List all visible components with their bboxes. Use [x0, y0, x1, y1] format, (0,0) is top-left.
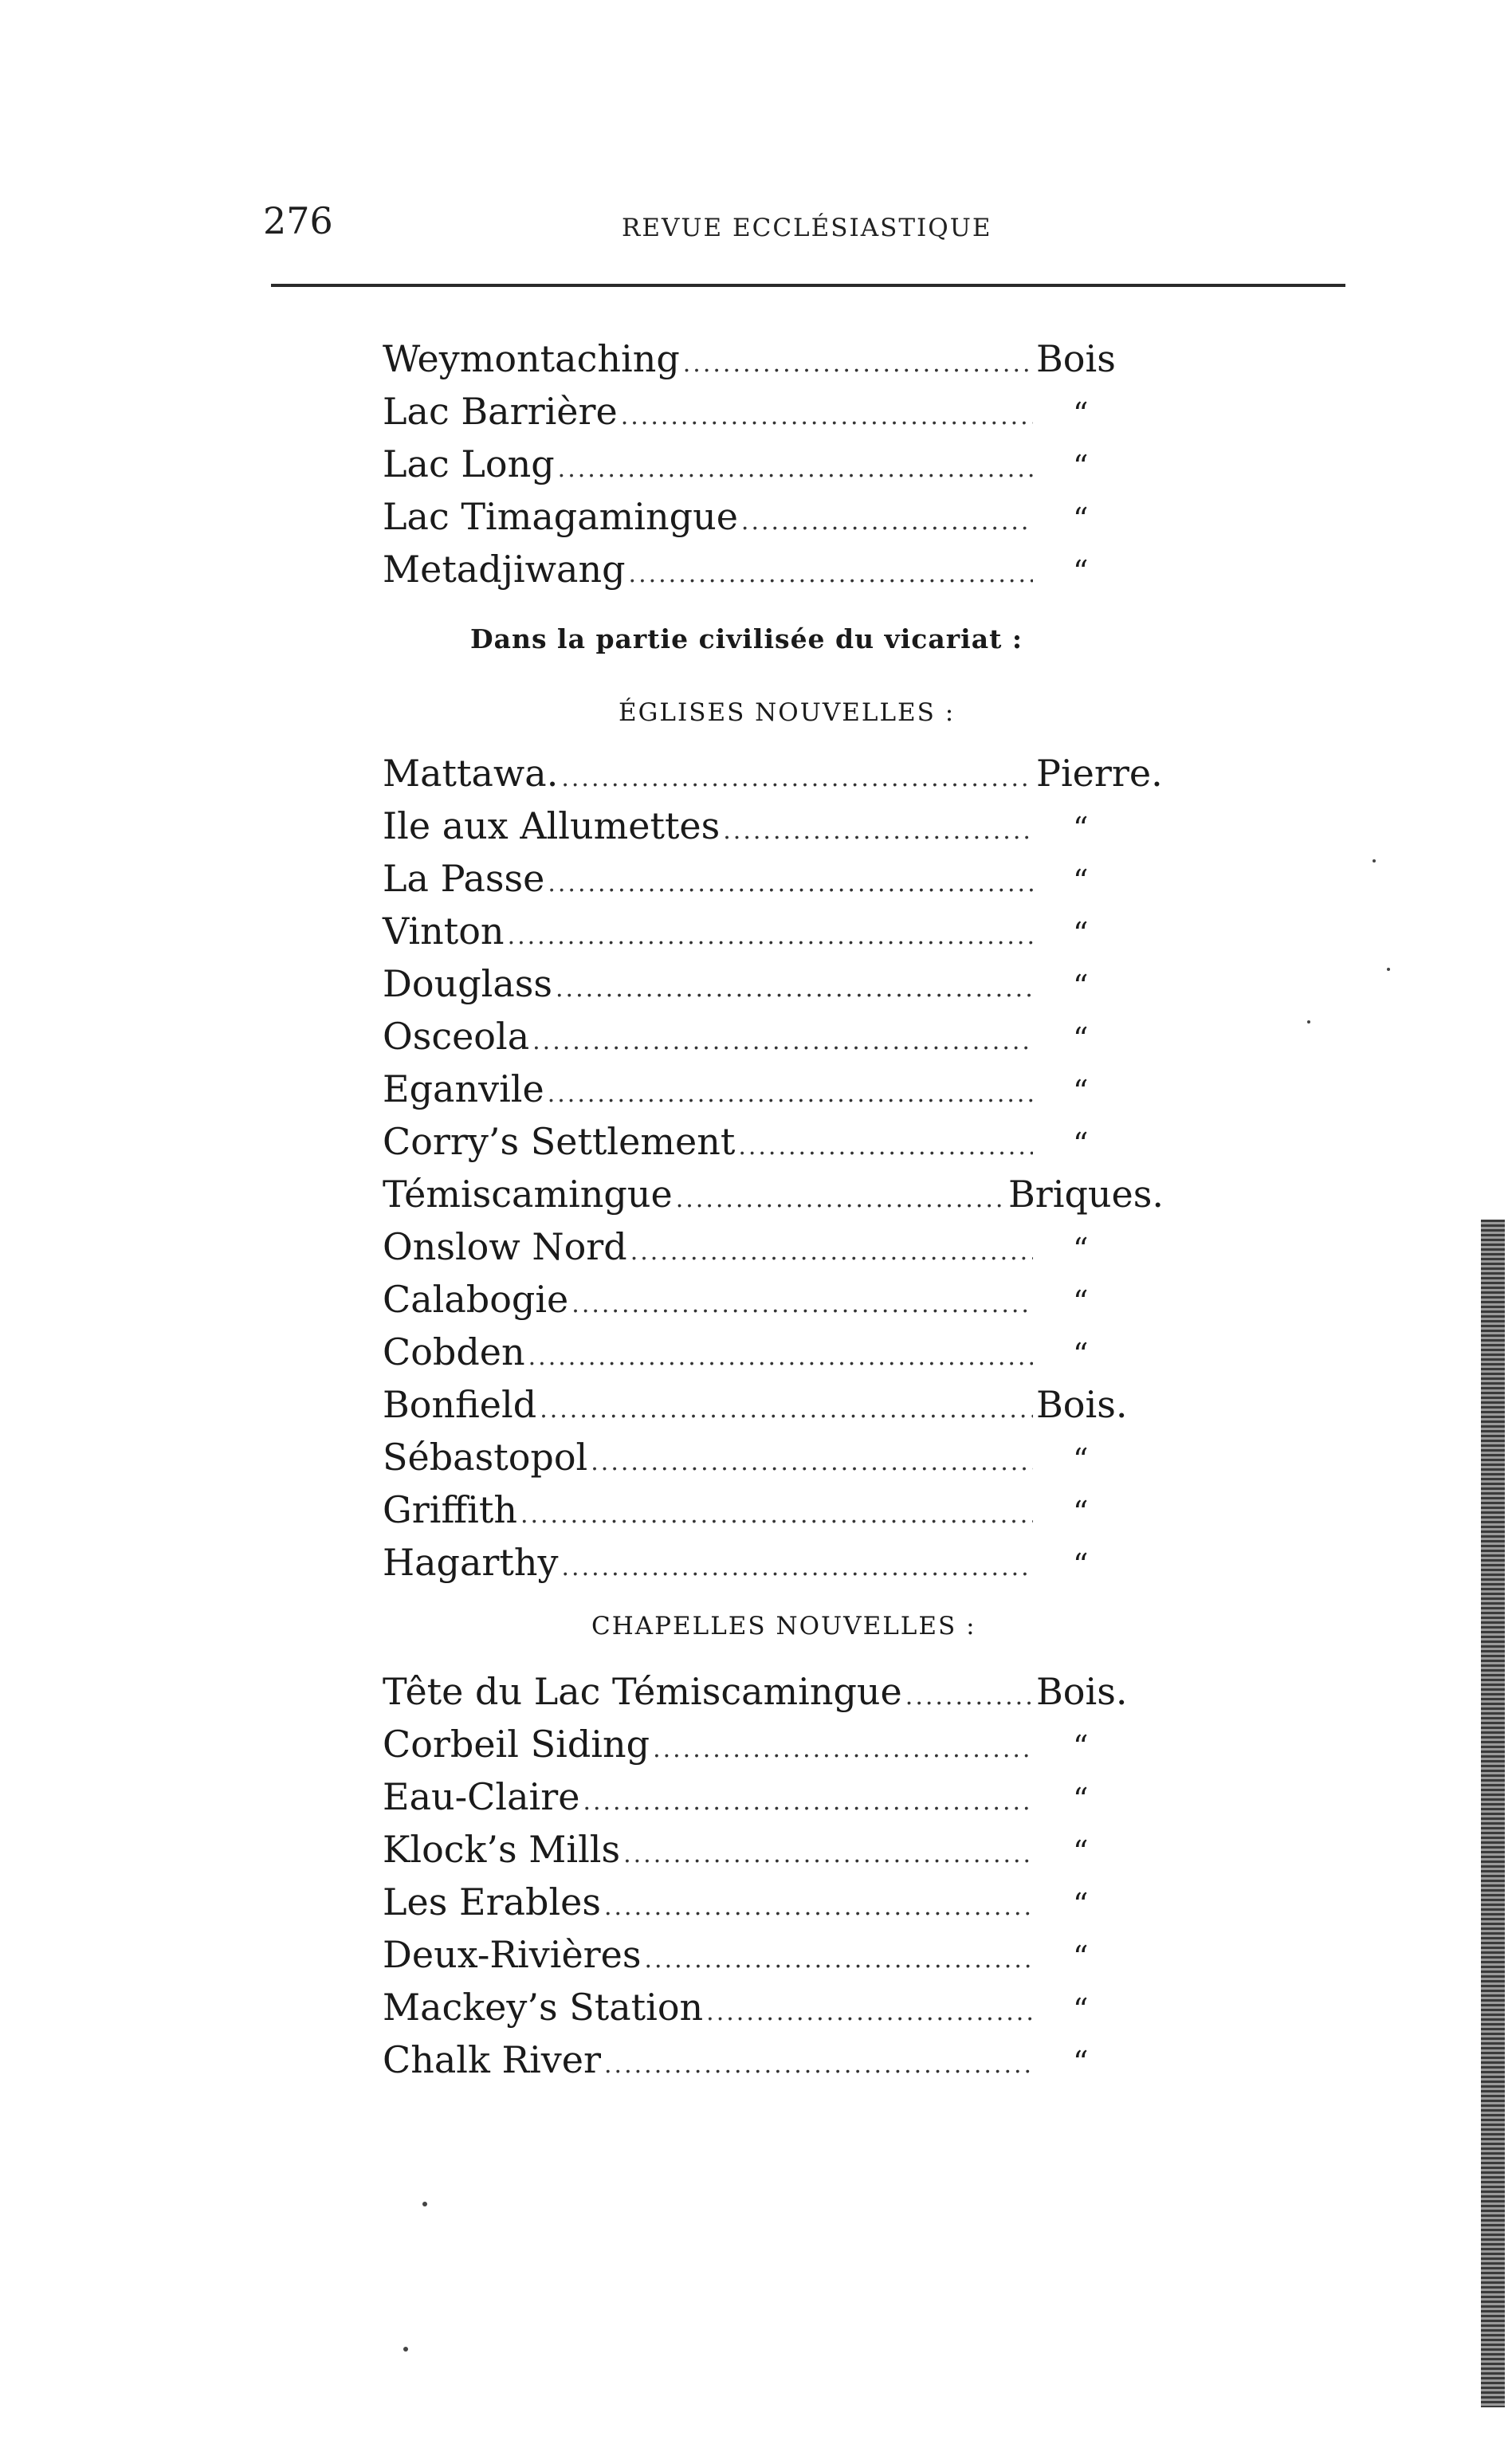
subsection-heading: ÉGLISES NOUVELLES : — [619, 698, 956, 727]
list-item — [383, 1668, 1164, 1715]
leader-dots — [520, 1491, 1033, 1539]
ditto-mark: “ — [1073, 916, 1089, 951]
list-item — [383, 1825, 1164, 1873]
ditto-mark: “ — [1073, 1337, 1089, 1372]
page-number: 276 — [263, 199, 333, 242]
leader-dots — [621, 393, 1033, 441]
location-name: Témiscamingue — [383, 1173, 673, 1216]
subsection-heading: CHAPELLES NOUVELLES : — [591, 1612, 976, 1640]
material: Briques. — [1007, 1173, 1164, 1216]
leader-dots — [630, 1228, 1033, 1276]
scan-speck — [1307, 1020, 1310, 1024]
leader-dots — [571, 1281, 1033, 1329]
ditto-mark: “ — [1073, 2045, 1089, 2080]
leader-dots — [738, 1123, 1033, 1171]
leader-dots — [741, 498, 1033, 546]
location-name: Metadjiwang — [383, 548, 626, 591]
list-item — [383, 2036, 1164, 2084]
leader-dots — [623, 1831, 1033, 1879]
page-edge-scan-strip — [1481, 1220, 1505, 2407]
location-name: La Passe — [383, 857, 545, 900]
ditto-mark: “ — [1073, 1442, 1089, 1477]
leader-dots — [676, 1176, 1005, 1224]
ditto-mark: “ — [1073, 863, 1089, 898]
location-name: Les Erables — [383, 1880, 601, 1923]
location-name: Sébastopol — [383, 1436, 588, 1479]
ditto-mark: “ — [1073, 1834, 1089, 1869]
location-name: Weymontaching — [383, 337, 680, 380]
leader-dots — [629, 551, 1033, 599]
ditto-mark: “ — [1073, 1939, 1089, 1974]
leader-dots — [706, 1989, 1033, 2037]
list-item — [383, 907, 1164, 955]
list-item — [383, 1381, 1164, 1428]
list-item — [383, 1931, 1164, 1978]
list-item — [383, 1223, 1164, 1271]
location-name: Griffith — [383, 1488, 517, 1531]
ditto-mark: “ — [1073, 1232, 1089, 1267]
material: Bois. — [1036, 1383, 1128, 1426]
location-name: Calabogie — [383, 1278, 569, 1321]
leader-dots — [604, 1884, 1033, 1931]
location-name: Lac Timagamingue — [383, 495, 738, 538]
list-item — [383, 1720, 1164, 1768]
location-name: Cobden — [383, 1330, 525, 1373]
list-item — [383, 440, 1164, 488]
leader-dots — [591, 1439, 1033, 1487]
leader-dots — [540, 1386, 1033, 1434]
location-name: Bonfield — [383, 1383, 537, 1426]
ditto-mark: “ — [1073, 1074, 1089, 1109]
scan-speck — [1387, 968, 1390, 971]
leader-dots — [532, 1018, 1033, 1066]
location-name: Corbeil Siding — [383, 1723, 650, 1766]
ditto-mark: “ — [1073, 969, 1089, 1004]
scan-speck — [403, 2347, 408, 2352]
list-item — [383, 545, 1164, 593]
list-item — [383, 1275, 1164, 1323]
location-name: Chalk River — [383, 2038, 602, 2081]
leader-dots — [561, 755, 1033, 803]
location-name: Tête du Lac Témiscamingue — [383, 1670, 902, 1713]
list-item — [383, 749, 1164, 797]
material: Bois — [1036, 337, 1116, 380]
material: Pierre. — [1036, 752, 1163, 795]
leader-dots — [548, 1071, 1033, 1118]
leader-dots — [548, 860, 1033, 908]
ditto-mark: “ — [1073, 1782, 1089, 1817]
list-item — [383, 1486, 1164, 1534]
list-item — [383, 1878, 1164, 1926]
ditto-mark: “ — [1073, 396, 1089, 431]
location-name: Eau-Claire — [383, 1775, 580, 1818]
list-item — [383, 493, 1164, 540]
leader-dots — [508, 913, 1033, 961]
leader-dots — [905, 1673, 1033, 1721]
ditto-mark: “ — [1073, 1729, 1089, 1764]
material: Bois. — [1036, 1670, 1128, 1713]
ditto-mark: “ — [1073, 554, 1089, 589]
location-name: Corry’s Settlement — [383, 1120, 736, 1163]
scan-speck — [422, 2202, 427, 2206]
ditto-mark: “ — [1073, 1126, 1089, 1161]
list-item — [383, 960, 1164, 1008]
ditto-mark: “ — [1073, 1284, 1089, 1319]
leader-dots — [723, 807, 1033, 855]
list-item — [383, 1118, 1164, 1165]
location-name: Mattawa. — [383, 752, 559, 795]
ditto-mark: “ — [1073, 1021, 1089, 1056]
leader-dots — [583, 1778, 1033, 1826]
location-name: Ile aux Allumettes — [383, 804, 721, 847]
leader-dots — [683, 340, 1033, 388]
ditto-mark: “ — [1073, 1495, 1089, 1530]
list-item — [383, 335, 1164, 383]
list-item — [383, 1012, 1164, 1060]
location-name: Douglass — [383, 962, 552, 1005]
location-name: Deux-Rivières — [383, 1933, 642, 1976]
list-item — [383, 1170, 1164, 1218]
ditto-mark: “ — [1073, 811, 1089, 846]
location-name: Lac Long — [383, 442, 555, 485]
list-item — [383, 855, 1164, 902]
location-name: Vinton — [383, 910, 505, 953]
section-heading: Dans la partie civilisée du vicariat : — [470, 623, 1023, 654]
leader-dots — [604, 2041, 1033, 2089]
list-item — [383, 1328, 1164, 1376]
list-item — [383, 1065, 1164, 1113]
running-head: REVUE ECCLÉSIASTIQUE — [622, 214, 992, 242]
location-name: Hagarthy — [383, 1541, 559, 1584]
ditto-mark: “ — [1073, 501, 1089, 536]
scan-speck — [1373, 859, 1376, 862]
location-name: Lac Barrière — [383, 390, 618, 433]
leader-dots — [562, 1544, 1034, 1592]
leader-dots — [558, 446, 1033, 493]
location-name: Klock’s Mills — [383, 1828, 621, 1871]
list-item — [383, 387, 1164, 435]
leader-dots — [653, 1726, 1033, 1774]
ditto-mark: “ — [1073, 449, 1089, 484]
location-name: Eganvile — [383, 1067, 544, 1110]
ditto-mark: “ — [1073, 1547, 1089, 1582]
leader-dots — [556, 965, 1033, 1013]
location-name: Mackey’s Station — [383, 1986, 704, 2029]
list-item — [383, 1433, 1164, 1481]
ditto-mark: “ — [1073, 1887, 1089, 1922]
leader-dots — [528, 1334, 1033, 1381]
location-name: Osceola — [383, 1015, 530, 1058]
list-item — [383, 1538, 1164, 1586]
list-item — [383, 802, 1164, 850]
location-name: Onslow Nord — [383, 1225, 627, 1268]
list-item — [383, 1773, 1164, 1821]
list-item — [383, 1983, 1164, 2031]
ditto-mark: “ — [1073, 1992, 1089, 2027]
header-rule — [271, 284, 1345, 287]
leader-dots — [645, 1936, 1034, 1984]
